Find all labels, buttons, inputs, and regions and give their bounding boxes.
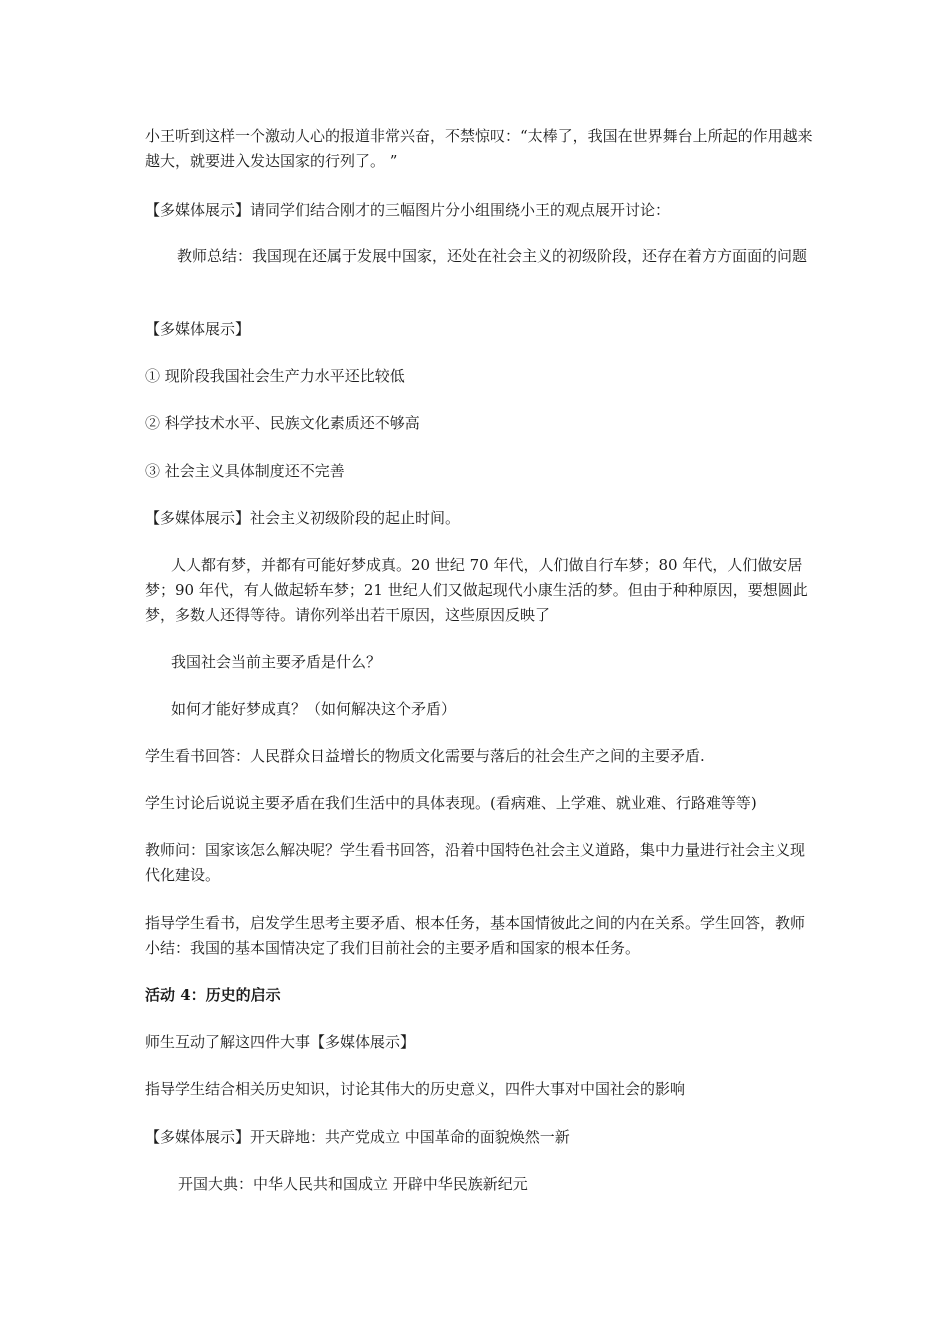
paragraph-multimedia-discussion: 【多媒体展示】请同学们结合刚才的三幅图片分小组围绕小王的观点展开讨论： xyxy=(145,201,671,219)
paragraph-guidance: 指导学生看书，启发学生思考主要矛盾、根本任务，基本国情彼此之间的内在关系。学生回答，教师小结：我国的基本国情决定了我们目前社会的主要矛盾和国家的根本任务。 xyxy=(145,914,806,957)
paragraph-xiaowang-report: 小王听到这样一个激动人心的报道非常兴奋，不禁惊叹：“太棒了，我国在世界舞台上所起的作用越来越大，就要进入发达国家的行列了。 ” xyxy=(145,127,813,170)
paragraph-student-discussion: 学生讨论后说说主要矛盾在我们生活中的具体表现。(看病难、上学难、就业难、行路难等等) xyxy=(145,794,757,812)
list-item-productivity: ① 现阶段我国社会生产力水平还比较低 xyxy=(145,367,405,385)
paragraph-teacher-question: 教师问：国家该怎么解决呢？学生看书回答，沿着中国特色社会主义道路，集中力量进行社会主义现代化建设。 xyxy=(145,841,806,884)
paragraph-teacher-summary: 教师总结：我国现在还属于发展中国家，还处在社会主义的初级阶段，还存在着方方面面的问题 xyxy=(177,247,808,265)
list-item-science-level: ② 科学技术水平、民族文化素质还不够高 xyxy=(145,414,420,432)
paragraph-history-guidance: 指导学生结合相关历史知识，讨论其伟大的历史意义，四件大事对中国社会的影响 xyxy=(145,1080,686,1098)
paragraph-student-answer: 学生看书回答：人民群众日益增长的物质文化需要与落后的社会生产之间的主要矛盾. xyxy=(145,747,705,765)
list-item-system: ③ 社会主义具体制度还不完善 xyxy=(145,462,345,480)
paragraph-multimedia-heading: 【多媒体展示】 xyxy=(145,320,251,338)
question-how-to-solve: 如何才能好梦成真？（如何解决这个矛盾） xyxy=(171,700,457,718)
paragraph-four-events: 师生互动了解这四件大事【多媒体展示】 xyxy=(145,1033,416,1051)
section-heading-activity-4: 活动 4：历史的启示 xyxy=(145,986,281,1004)
paragraph-party-founding: 【多媒体展示】开天辟地：共产党成立 中国革命的面貌焕然一新 xyxy=(145,1128,570,1146)
paragraph-multimedia-stage-time: 【多媒体展示】社会主义初级阶段的起止时间。 xyxy=(145,509,461,527)
question-main-contradiction: 我国社会当前主要矛盾是什么？ xyxy=(171,653,382,671)
paragraph-dreams: 人人都有梦，并都有可能好梦成真。20 世纪 70 年代，人们做自行车梦；80 年代，人们做安居梦；90 年代，有人做起轿车梦；21 世纪人们又做起现代小康生活的梦。但由于种种原因，要想圆此梦，多数人还得等待。请你列举出若干原因，这些原因反映了 xyxy=(145,556,808,624)
paragraph-founding-ceremony: 开国大典：中华人民共和国成立 开辟中华民族新纪元 xyxy=(178,1175,528,1193)
